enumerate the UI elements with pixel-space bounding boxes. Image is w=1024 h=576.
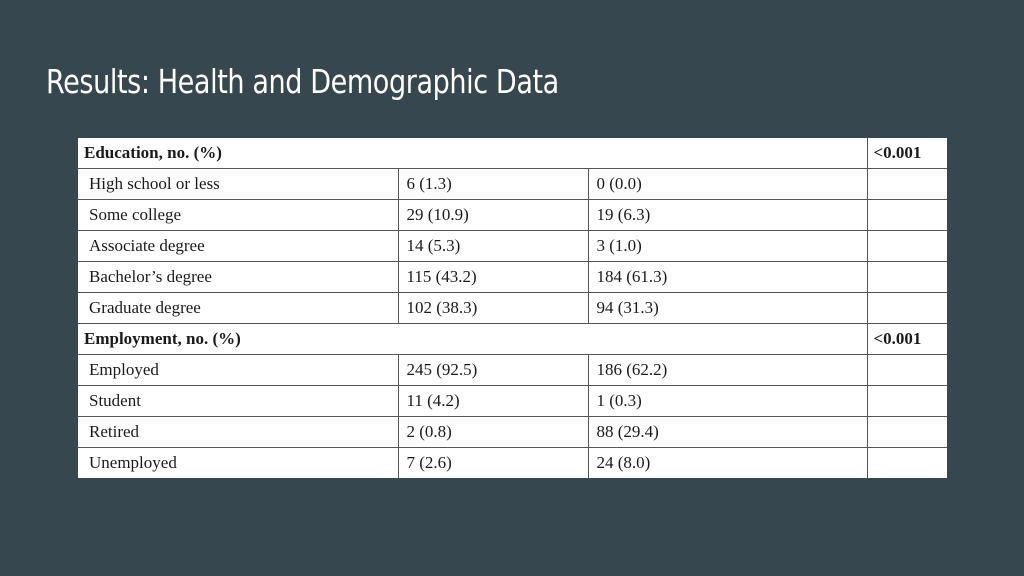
- group2-cell: 186 (62.2): [588, 355, 867, 386]
- table-row: [78, 448, 947, 479]
- p-value-cell: [867, 448, 947, 479]
- table-row: [78, 355, 947, 386]
- table-section-header-education: [78, 138, 947, 169]
- table-row: [78, 262, 947, 293]
- p-value-cell: [867, 293, 947, 324]
- group1-cell: 6 (1.3): [398, 169, 588, 200]
- demographics-table: [78, 138, 947, 478]
- group1-cell: 115 (43.2): [398, 262, 588, 293]
- results-table-image: [78, 138, 947, 478]
- row-label: Associate degree: [78, 231, 398, 262]
- group1-cell: 29 (10.9): [398, 200, 588, 231]
- p-value-cell: [867, 386, 947, 417]
- row-label: Student: [78, 386, 398, 417]
- section-header-label: Education, no. (%): [78, 138, 867, 169]
- p-value-cell: [867, 231, 947, 262]
- slide-title: Results: Health and Demographic Data: [46, 62, 559, 101]
- table-row: [78, 293, 947, 324]
- group2-cell: 94 (31.3): [588, 293, 867, 324]
- row-label: High school or less: [78, 169, 398, 200]
- p-value-cell: [867, 200, 947, 231]
- section-p-value: <0.001: [867, 324, 947, 355]
- group2-cell: 88 (29.4): [588, 417, 867, 448]
- table-row: [78, 386, 947, 417]
- row-label: Graduate degree: [78, 293, 398, 324]
- group2-cell: 1 (0.3): [588, 386, 867, 417]
- table-row: [78, 231, 947, 262]
- p-value-cell: [867, 262, 947, 293]
- table-row: [78, 200, 947, 231]
- p-value-cell: [867, 417, 947, 448]
- row-label: Employed: [78, 355, 398, 386]
- row-label: Bachelor’s degree: [78, 262, 398, 293]
- group1-cell: 2 (0.8): [398, 417, 588, 448]
- table-section-header-employment: [78, 324, 947, 355]
- table-row: [78, 417, 947, 448]
- group1-cell: 7 (2.6): [398, 448, 588, 479]
- p-value-cell: [867, 355, 947, 386]
- row-label: Retired: [78, 417, 398, 448]
- group1-cell: 14 (5.3): [398, 231, 588, 262]
- group1-cell: 102 (38.3): [398, 293, 588, 324]
- row-label: Some college: [78, 200, 398, 231]
- section-p-value: <0.001: [867, 138, 947, 169]
- group2-cell: 3 (1.0): [588, 231, 867, 262]
- group1-cell: 245 (92.5): [398, 355, 588, 386]
- group1-cell: 11 (4.2): [398, 386, 588, 417]
- section-header-label: Employment, no. (%): [78, 324, 867, 355]
- row-label: Unemployed: [78, 448, 398, 479]
- p-value-cell: [867, 169, 947, 200]
- table-row: [78, 169, 947, 200]
- group2-cell: 184 (61.3): [588, 262, 867, 293]
- group2-cell: 19 (6.3): [588, 200, 867, 231]
- group2-cell: 0 (0.0): [588, 169, 867, 200]
- group2-cell: 24 (8.0): [588, 448, 867, 479]
